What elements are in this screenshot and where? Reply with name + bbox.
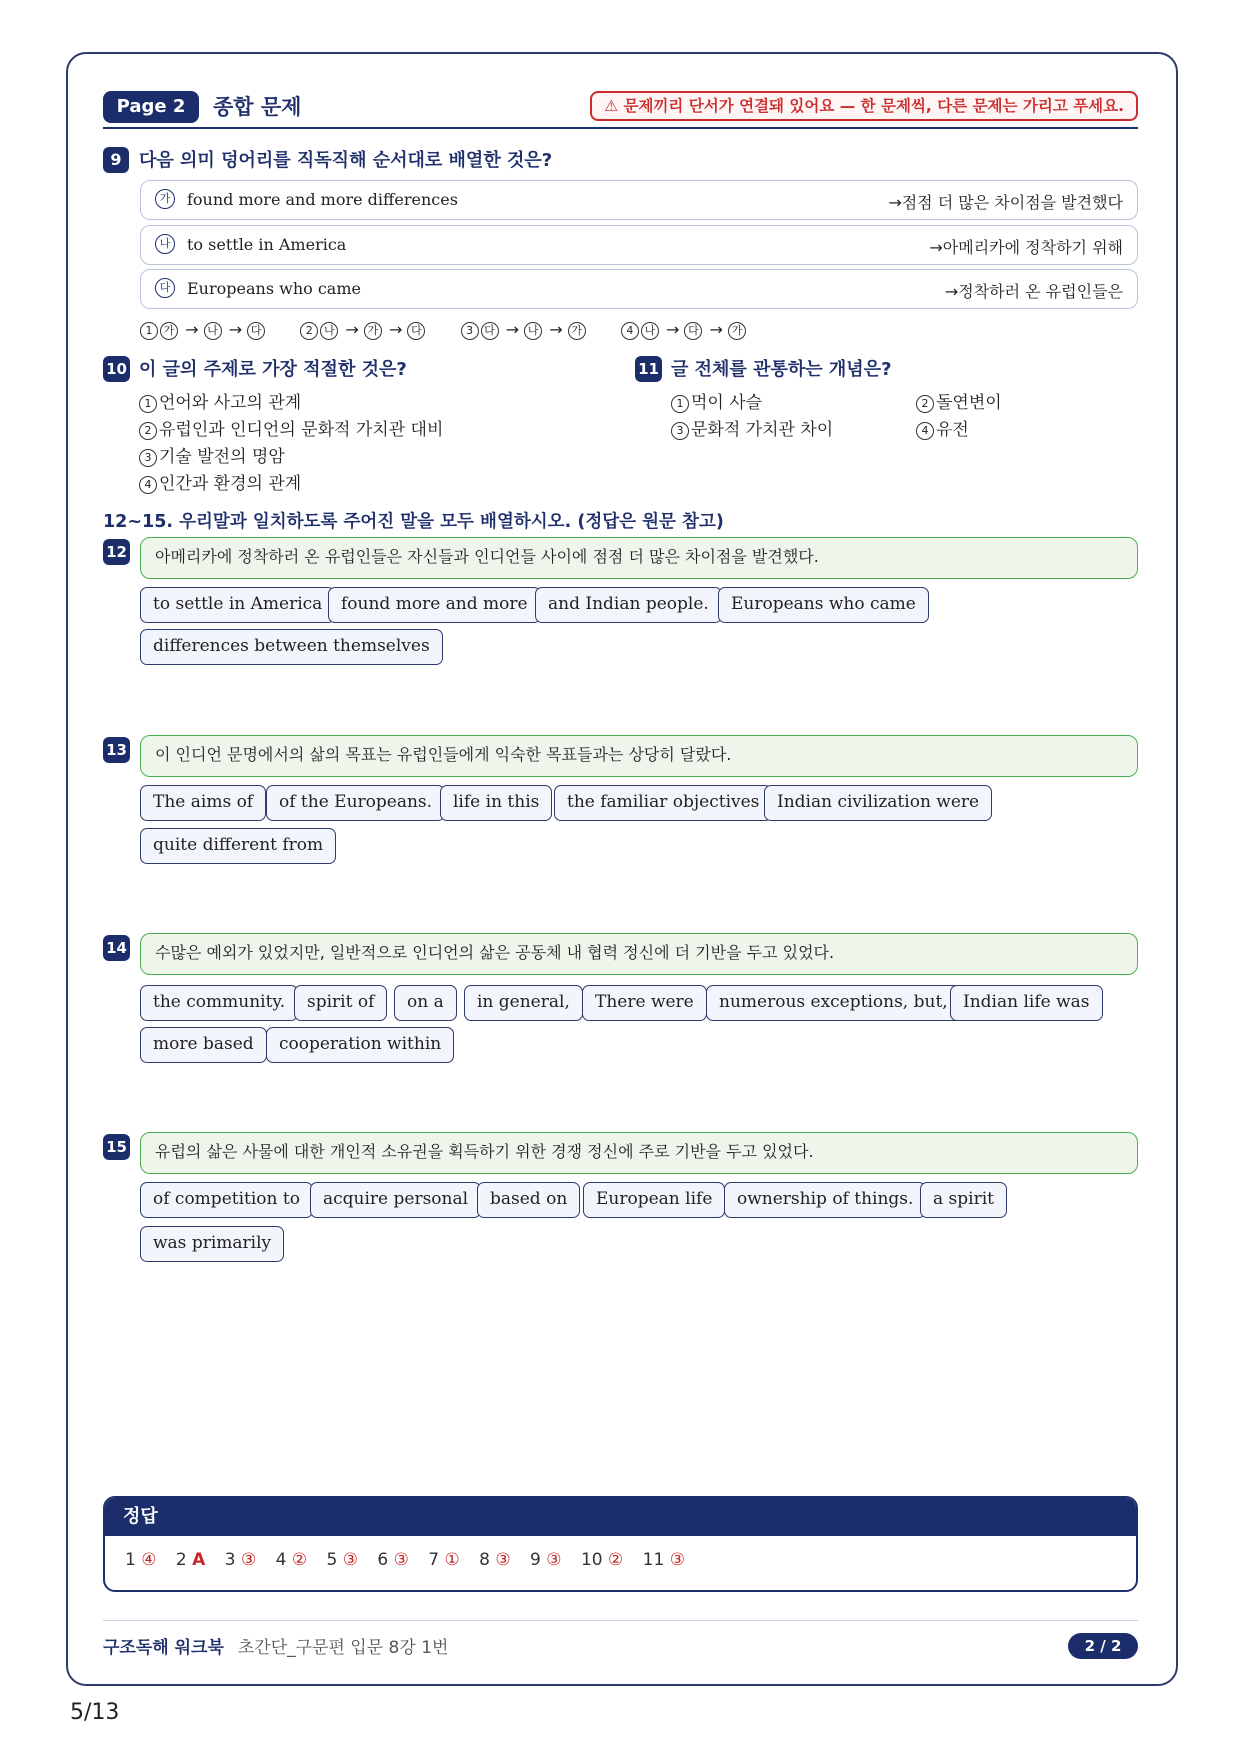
chunk-english: Europeans who came bbox=[187, 279, 361, 298]
footer-divider bbox=[103, 1620, 1138, 1621]
word-chip[interactable]: found more and more bbox=[328, 587, 541, 623]
word-chip[interactable]: based on bbox=[477, 1182, 580, 1218]
chunk-marker: 가 bbox=[155, 189, 175, 209]
q11-choice-2[interactable]: 2 돌연변이 bbox=[916, 388, 1002, 413]
word-chip[interactable]: the familiar objectives bbox=[554, 785, 772, 821]
korean-sentence-12: 아메리카에 정착하러 온 유럽인들은 자신들과 인디언들 사이에 점점 더 많은 차이점을 발견했다. bbox=[140, 537, 1138, 579]
q10-choice-4[interactable]: 4 인간과 환경의 관계 bbox=[139, 469, 301, 494]
word-chip[interactable]: on a bbox=[394, 985, 457, 1021]
footer-source: 초간단_구문편 입문 8강 1번 bbox=[237, 1638, 449, 1658]
word-chip[interactable]: the community. bbox=[140, 985, 298, 1021]
q11-choice-3[interactable]: 3 문화적 가치관 차이 bbox=[671, 415, 833, 440]
option-1[interactable]: 1 가 → 나 → 다 bbox=[140, 320, 267, 339]
option-2[interactable]: 2 나 → 가 → 다 bbox=[300, 320, 427, 339]
answer-item: 7 ① bbox=[428, 1550, 460, 1570]
chunk-english: to settle in America bbox=[187, 235, 347, 254]
korean-sentence-15: 유럽의 삶은 사물에 대한 개인적 소유권을 획득하기 위한 경쟁 정신에 주로 기반을 두고 있었다. bbox=[140, 1132, 1138, 1174]
answer-item: 10 ② bbox=[580, 1550, 624, 1570]
word-chip[interactable]: of the Europeans. bbox=[266, 785, 445, 821]
word-chip[interactable]: a spirit bbox=[920, 1182, 1007, 1218]
answer-item: 5 ③ bbox=[326, 1550, 358, 1570]
option-3[interactable]: 3 다 → 나 → 가 bbox=[461, 320, 588, 339]
word-chip[interactable]: quite different from bbox=[140, 828, 336, 864]
question-number-9: 9 bbox=[103, 147, 129, 173]
word-chip[interactable]: of competition to bbox=[140, 1182, 313, 1218]
chunk-marker: 다 bbox=[155, 278, 175, 298]
answer-item: 4 ② bbox=[275, 1550, 308, 1570]
page-label: Page 2 bbox=[103, 91, 199, 123]
word-chip[interactable]: life in this bbox=[440, 785, 552, 821]
question-number-14: 14 bbox=[103, 935, 130, 961]
word-chip[interactable]: Indian civilization were bbox=[764, 785, 992, 821]
chunk-english: found more and more differences bbox=[187, 190, 458, 209]
chunk-marker: 나 bbox=[155, 234, 175, 254]
q10-choice-2[interactable]: 2 유럽인과 인디언의 문화적 가치관 대비 bbox=[139, 415, 443, 440]
answer-item: 8 ③ bbox=[479, 1550, 511, 1570]
word-chip[interactable]: and Indian people. bbox=[535, 587, 722, 623]
meaning-chunk-b bbox=[140, 225, 1138, 265]
footer-info bbox=[103, 1633, 448, 1658]
chunk-korean: →점점 더 많은 차이점을 발견했다 bbox=[888, 193, 1123, 212]
korean-sentence-14: 수많은 예외가 있었지만, 일반적으로 인디언의 삶은 공동체 내 협력 정신에 더 기반을 두고 있었다. bbox=[140, 933, 1138, 975]
warning-banner: ⚠ 문제끼리 단서가 연결돼 있어요 — 한 문제씩, 다른 문제는 가리고 푸세요. bbox=[590, 91, 1138, 121]
answer-item: 9 ③ bbox=[530, 1550, 562, 1570]
question-9-text: 다음 의미 덩어리를 직독직해 순서대로 배열한 것은? bbox=[139, 150, 553, 171]
question-11-text: 글 전체를 관통하는 개념은? bbox=[671, 359, 892, 380]
document-page-counter: 5/13 bbox=[70, 1700, 120, 1725]
chunk-korean: →정착하러 온 유럽인들은 bbox=[944, 282, 1123, 301]
question-number-15: 15 bbox=[103, 1134, 130, 1160]
q10-choice-3[interactable]: 3 기술 발전의 명암 bbox=[139, 442, 285, 467]
word-chip[interactable]: was primarily bbox=[140, 1226, 284, 1262]
word-chip[interactable]: more based bbox=[140, 1027, 267, 1063]
page-title: 종합 문제 bbox=[213, 95, 302, 119]
word-chip[interactable]: in general, bbox=[464, 985, 583, 1021]
meaning-chunk-a bbox=[140, 180, 1138, 220]
footer-brand: 구조독해 워크북 bbox=[103, 1638, 224, 1658]
word-chip[interactable]: spirit of bbox=[294, 985, 387, 1021]
chunk-korean: →아메리카에 정착하기 위해 bbox=[929, 238, 1123, 257]
answer-item: 1 ④ bbox=[125, 1550, 157, 1570]
question-number-10: 10 bbox=[103, 356, 130, 382]
word-chip[interactable]: differences between themselves bbox=[140, 629, 443, 665]
question-number-12: 12 bbox=[103, 539, 130, 565]
answer-key bbox=[103, 1496, 1138, 1592]
answer-item: 2 A bbox=[175, 1550, 206, 1570]
word-chip[interactable]: European life bbox=[583, 1182, 725, 1218]
question-number-11: 11 bbox=[635, 356, 662, 382]
question-10-text: 이 글의 주제로 가장 적절한 것은? bbox=[139, 359, 407, 380]
q10-choice-1[interactable]: 1 언어와 사고의 관계 bbox=[139, 388, 301, 413]
section-title-12-15: 12~15. 우리말과 일치하도록 주어진 말을 모두 배열하시오. (정답은 원문 참고) bbox=[103, 512, 724, 532]
question-9-options bbox=[140, 320, 748, 340]
answer-item: 3 ③ bbox=[224, 1550, 257, 1570]
word-chip[interactable]: ownership of things. bbox=[724, 1182, 926, 1218]
answer-list bbox=[125, 1550, 699, 1570]
page-header bbox=[103, 89, 1138, 129]
footer-page-indicator: 2 / 2 bbox=[1068, 1633, 1138, 1659]
word-chip[interactable]: There were bbox=[582, 985, 707, 1021]
q11-choice-4[interactable]: 4 유전 bbox=[916, 415, 969, 440]
answer-item: 6 ③ bbox=[377, 1550, 409, 1570]
answer-key-title: 정답 bbox=[105, 1498, 1136, 1536]
word-chip[interactable]: cooperation within bbox=[266, 1027, 454, 1063]
question-number-13: 13 bbox=[103, 737, 130, 763]
korean-sentence-13: 이 인디언 문명에서의 삶의 목표는 유럽인들에게 익숙한 목표들과는 상당히 달랐다. bbox=[140, 735, 1138, 777]
word-chip[interactable]: acquire personal bbox=[310, 1182, 481, 1218]
word-chip[interactable]: Indian life was bbox=[950, 985, 1103, 1021]
option-4[interactable]: 4 나 → 다 → 가 bbox=[621, 320, 748, 339]
q11-choice-1[interactable]: 1 먹이 사슬 bbox=[671, 388, 762, 413]
meaning-chunk-c bbox=[140, 269, 1138, 309]
answer-item: 11 ③ bbox=[642, 1550, 685, 1570]
word-chip[interactable]: numerous exceptions, but, bbox=[706, 985, 961, 1021]
word-chip[interactable]: to settle in America bbox=[140, 587, 335, 623]
word-chip[interactable]: The aims of bbox=[140, 785, 266, 821]
word-chip[interactable]: Europeans who came bbox=[718, 587, 929, 623]
